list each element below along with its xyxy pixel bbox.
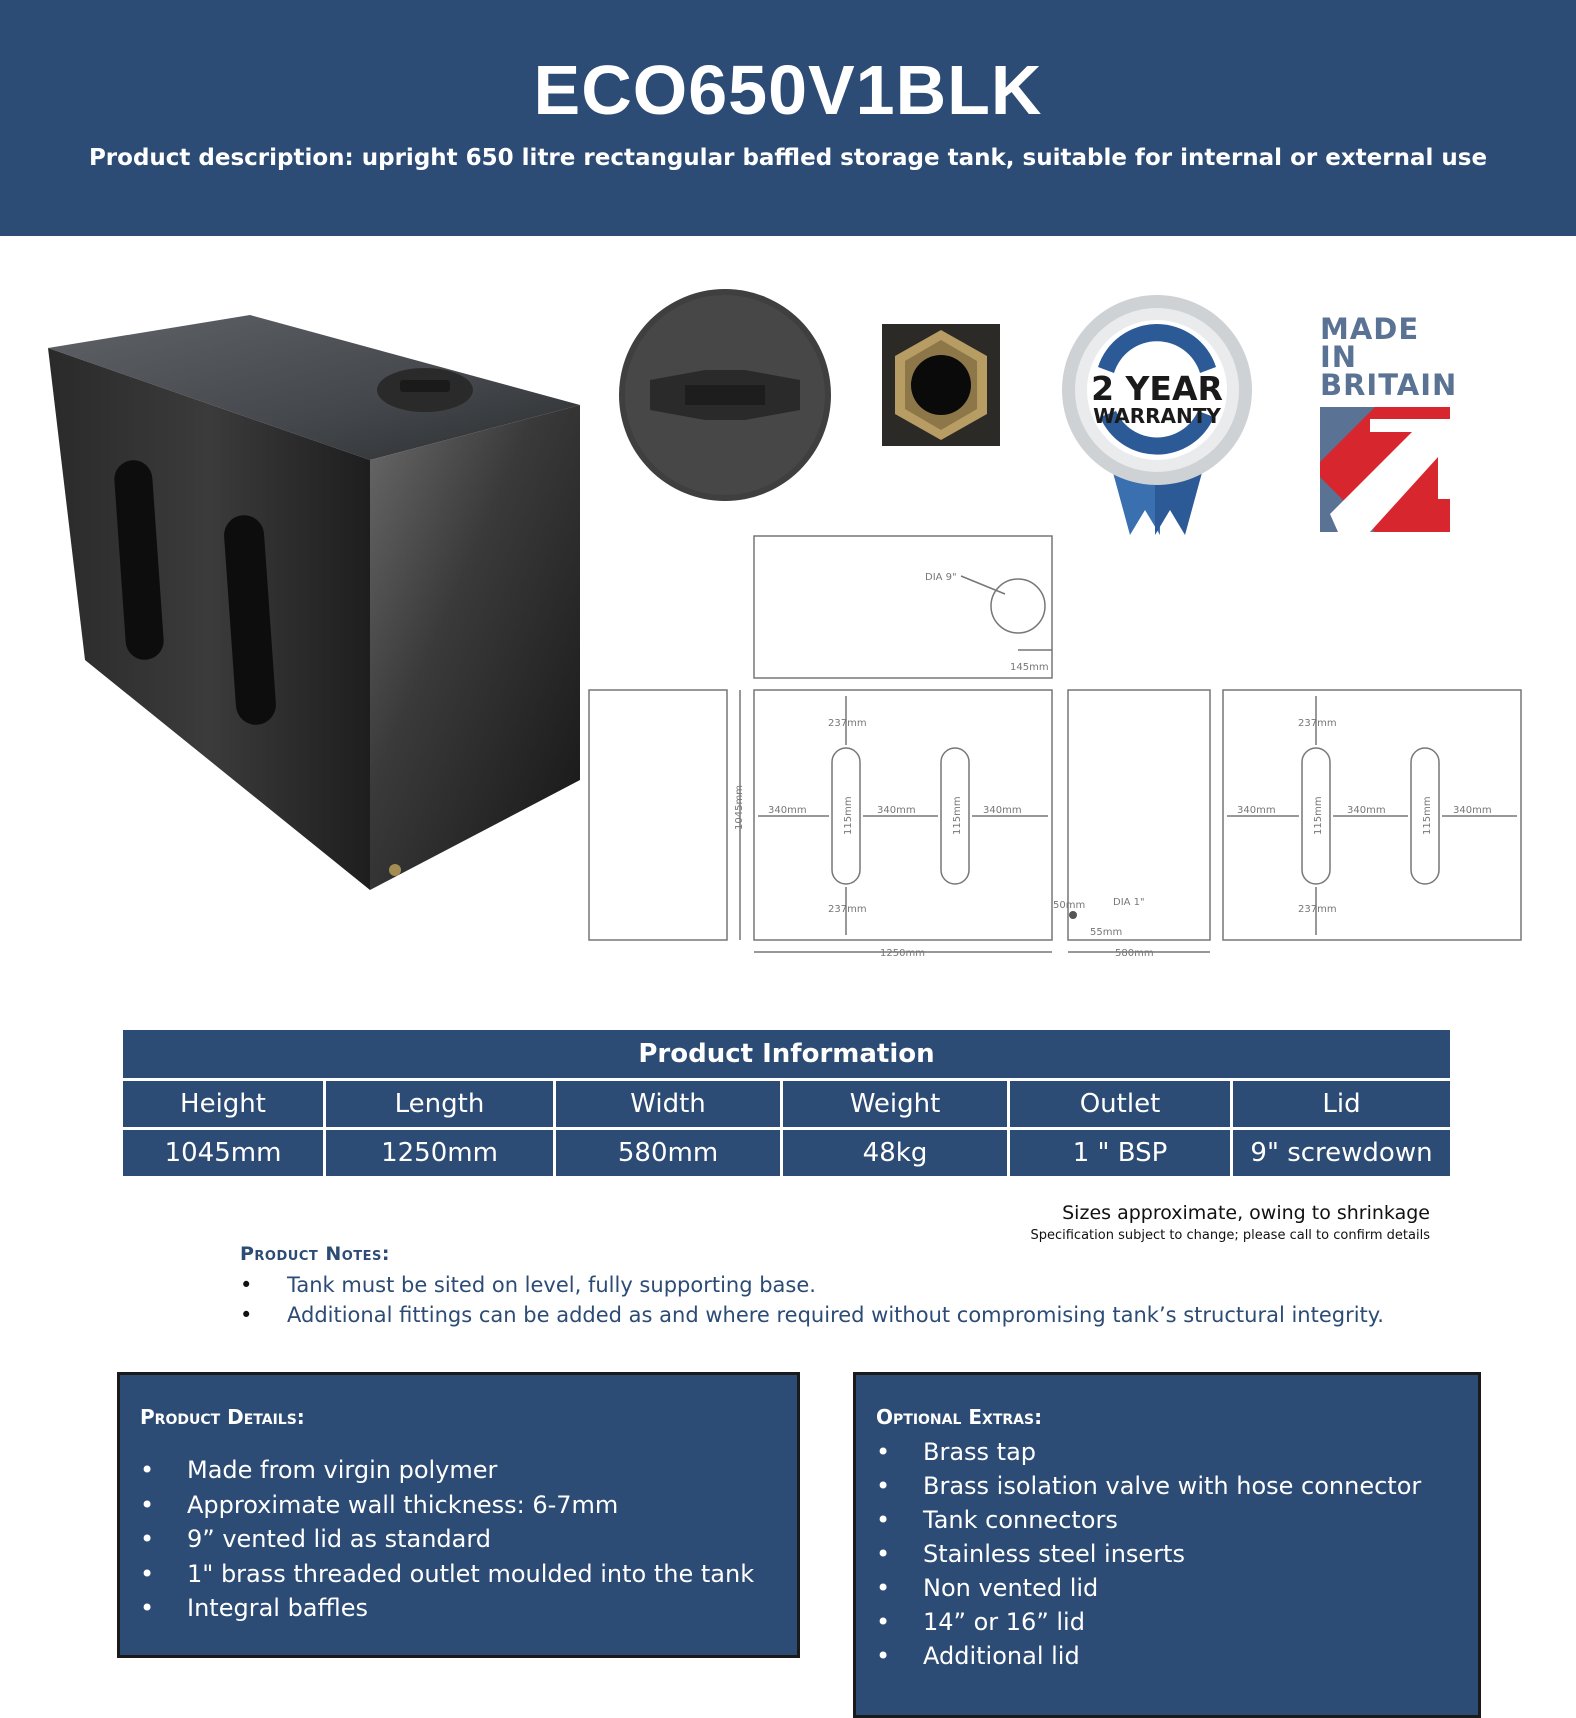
extra-text: Additional lid [923,1642,1080,1670]
dim-back-slot-1: 115mm [1313,796,1324,835]
dim-back-side-gap-1: 340mm [1237,805,1276,816]
product-details-list [140,1453,754,1626]
product-info-title: Product Information [122,1029,1452,1080]
extra-text: Non vented lid [923,1574,1099,1602]
table-header-row [122,1080,1452,1129]
extra-text: 14” or 16” lid [923,1608,1085,1636]
tank-image [40,310,590,910]
warranty-badge-icon [1060,295,1255,535]
dim-front-side-gap-1: 340mm [768,805,807,816]
bullet: • [140,1559,155,1588]
list-item [876,1435,1421,1469]
dim-length: 1250mm [880,948,925,959]
header-weight: Weight [782,1080,1009,1129]
detail-text: Made from virgin polymer [187,1456,498,1484]
dim-front-side-gap-2: 340mm [877,805,916,816]
list-item [876,1639,1421,1673]
list-item [140,1522,754,1557]
warranty-word-text: WARRANTY [1093,404,1221,428]
value-lid: 9" screwdown [1232,1129,1452,1178]
value-width: 580mm [555,1129,782,1178]
extra-text: Stainless steel inserts [923,1540,1185,1568]
header-lid: Lid [1232,1080,1452,1129]
bullet: • [140,1594,155,1622]
dim-front-side-gap-3: 340mm [983,805,1022,816]
dim-width: 580mm [1115,948,1154,959]
list-item [140,1591,754,1626]
product-code: ECO650V1BLK [533,51,1043,129]
list-item [876,1605,1421,1639]
note-text: Tank must be sited on level, fully supporting base. [287,1273,816,1297]
made-in-text: MADE IN [1320,312,1420,374]
value-height: 1045mm [122,1129,325,1178]
spec-disclaimer: Specification subject to change; please call to confirm details [1030,1228,1430,1243]
dim-back-bottom-gap: 237mm [1298,904,1337,915]
dim-back-top-gap: 237mm [1298,718,1337,729]
header-length: Length [325,1080,555,1129]
product-description: Product description: upright 650 litre rectangular baffled storage tank, suitable for internal or external use [88,145,1488,171]
optional-extras-title: Optional Extras: [876,1405,1043,1429]
product-notes-title: Product Notes: [240,1243,391,1265]
dim-back-slot-2: 115mm [1422,796,1433,835]
bullet: • [876,1506,891,1534]
header-banner [0,0,1576,236]
dim-outlet-h: 50mm [1053,900,1086,911]
bullet: • [876,1608,891,1636]
dim-front-slot-2: 115mm [952,796,963,835]
list-item [140,1453,754,1488]
list-item [140,1557,754,1592]
warranty-years-text: 2 YEAR [1091,369,1223,408]
bullet: • [876,1438,891,1466]
made-in-britain-logo [1320,312,1458,505]
dim-back-side-gap-3: 340mm [1453,805,1492,816]
note-text: Additional fittings can be added as and where required without compromising tank’s structural integrity. [287,1303,1384,1327]
product-details-box [117,1372,800,1658]
detail-text: Integral baffles [187,1594,368,1622]
list-item [876,1537,1421,1571]
list-item [876,1503,1421,1537]
bullet: • [240,1303,253,1327]
brass-outlet-image [882,324,1000,446]
dim-height: 1045mm [734,785,745,830]
product-info-table [120,1027,1453,1179]
dim-front-bottom-gap: 237mm [828,904,867,915]
list-item [240,1300,1384,1330]
header-width: Width [555,1080,782,1129]
sizes-disclaimer: Sizes approximate, owing to shrinkage [1062,1202,1430,1224]
dim-front-slot-1: 115mm [843,796,854,835]
list-item [140,1488,754,1523]
bullet: • [876,1574,891,1602]
list-item [876,1469,1421,1503]
detail-text: Approximate wall thickness: 6-7mm [187,1490,619,1519]
bullet: • [876,1540,891,1568]
list-item [876,1571,1421,1605]
union-arrow-icon [1320,407,1450,532]
britain-text: BRITAIN [1320,368,1458,402]
dim-lid-offset: 145mm [1010,662,1049,673]
header-outlet: Outlet [1009,1080,1232,1129]
bullet: • [140,1456,155,1484]
bullet: • [240,1273,253,1297]
bullet: • [876,1472,891,1500]
extra-text: Brass isolation valve with hose connector [923,1472,1422,1500]
detail-text: 9” vented lid as standard [187,1525,492,1553]
dim-back-side-gap-2: 340mm [1347,805,1386,816]
list-item [240,1270,1384,1300]
bullet: • [140,1490,155,1519]
bullet: • [876,1642,891,1670]
product-notes-list [240,1270,1384,1330]
extra-text: Brass tap [923,1438,1037,1466]
dim-front-top-gap: 237mm [828,718,867,729]
product-details-title: Product Details: [140,1405,305,1429]
dim-lid-dia: DIA 9" [925,572,957,583]
lid-image [615,285,835,505]
table-row [122,1129,1452,1178]
value-weight: 48kg [782,1129,1009,1178]
optional-extras-box [853,1372,1481,1718]
value-length: 1250mm [325,1129,555,1178]
detail-text: 1" brass threaded outlet moulded into the tank [187,1559,755,1588]
technical-drawings [585,530,1525,970]
value-outlet: 1 " BSP [1009,1129,1232,1178]
bullet: • [140,1525,155,1553]
header-height: Height [122,1080,325,1129]
extra-text: Tank connectors [923,1506,1118,1534]
dim-outlet-v: 55mm [1090,927,1123,938]
optional-extras-list [876,1435,1421,1673]
dim-outlet-dia: DIA 1" [1113,897,1145,908]
